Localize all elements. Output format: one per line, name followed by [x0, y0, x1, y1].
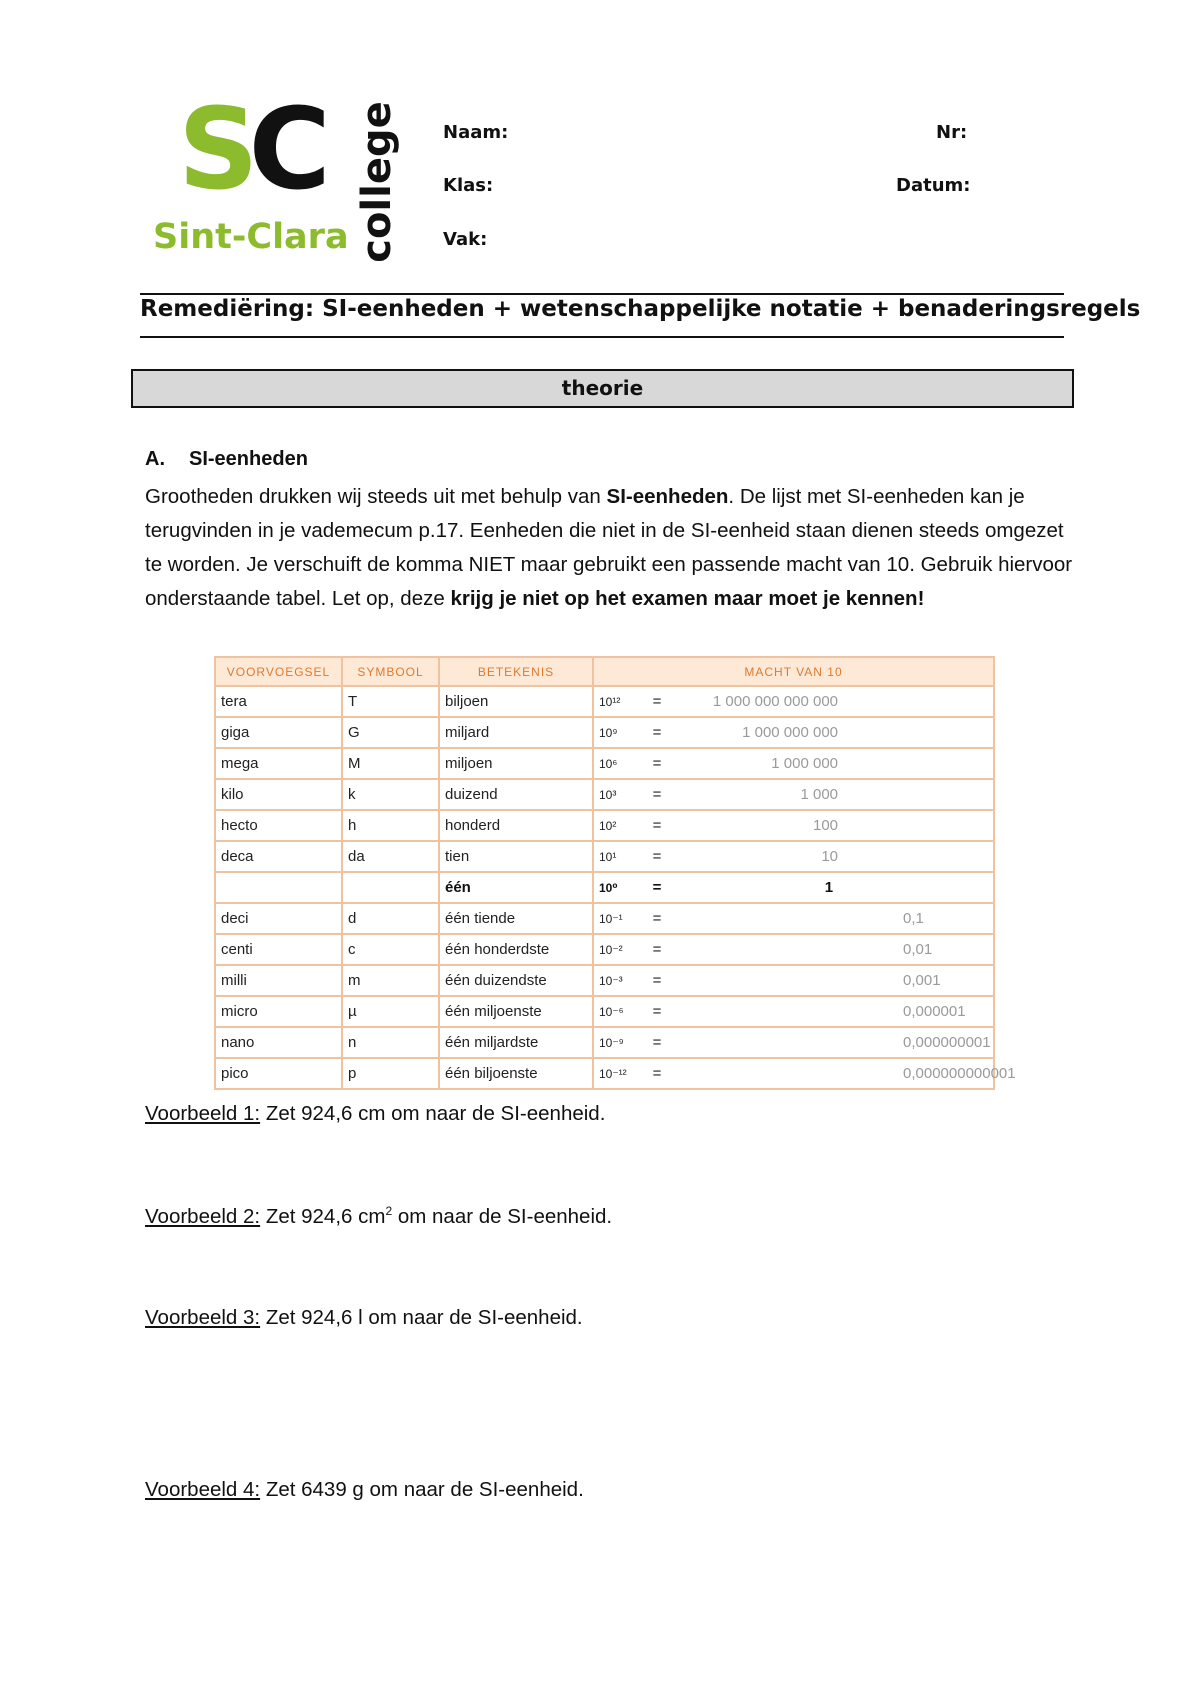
school-logo	[150, 85, 400, 264]
cell-value: 1 000 000 000 000	[671, 686, 994, 717]
logo-monogram: SC	[178, 85, 321, 215]
cell-power: 10⁰	[593, 872, 643, 903]
cell-value: 1 000	[671, 779, 994, 810]
section-banner-theorie: theorie	[131, 369, 1074, 408]
cell-meaning: één honderdste	[439, 934, 593, 965]
cell-meaning: miljoen	[439, 748, 593, 779]
cell-symbol: p	[342, 1058, 439, 1089]
cell-prefix: milli	[215, 965, 342, 996]
table-row	[215, 779, 994, 810]
cell-power: 10⁻⁶	[593, 996, 643, 1027]
example-label: Voorbeeld 3:	[145, 1306, 261, 1329]
cell-meaning: duizend	[439, 779, 593, 810]
table-row-base	[215, 872, 994, 903]
subject-field-label: Vak:	[443, 229, 488, 250]
table-row	[215, 1027, 994, 1058]
cell-symbol	[342, 872, 439, 903]
cell-power: 10⁻²	[593, 934, 643, 965]
table-row	[215, 934, 994, 965]
logo-school-name: Sint-Clara	[153, 217, 349, 257]
header-symbol: SYMBOOL	[342, 657, 439, 686]
header-prefix: VOORVOEGSEL	[215, 657, 342, 686]
example-label: Voorbeeld 1:	[145, 1102, 261, 1125]
cell-power: 10³	[593, 779, 643, 810]
cell-power: 10⁻¹²	[593, 1058, 643, 1089]
example-label: Voorbeeld 2:	[145, 1204, 261, 1228]
table-row	[215, 841, 994, 872]
section-heading	[145, 448, 308, 471]
name-field-label: Naam:	[443, 122, 509, 143]
cell-meaning: één miljoenste	[439, 996, 593, 1027]
bold-si-units: SI-eenheden	[606, 485, 729, 508]
cell-value: 10	[671, 841, 994, 872]
cell-power: 10⁹	[593, 717, 643, 748]
cell-meaning: één	[439, 872, 593, 903]
cell-meaning: biljoen	[439, 686, 593, 717]
cell-value: 0,000001	[671, 996, 994, 1027]
cell-meaning: één biljoenste	[439, 1058, 593, 1089]
table-row	[215, 1058, 994, 1089]
cell-value: 1 000 000 000	[671, 717, 994, 748]
cell-symbol: d	[342, 903, 439, 934]
header-meaning: BETEKENIS	[439, 657, 593, 686]
section-title: SI-eenheden	[189, 448, 308, 470]
cell-value: 1 000 000	[671, 748, 994, 779]
cell-equals: =	[643, 872, 671, 903]
cell-power: 10⁻¹	[593, 903, 643, 934]
cell-equals: =	[643, 903, 671, 934]
cell-power: 10²	[593, 810, 643, 841]
cell-equals: =	[643, 686, 671, 717]
cell-power: 10⁻⁹	[593, 1027, 643, 1058]
cell-meaning: honderd	[439, 810, 593, 841]
header-power: MACHT VAN 10	[593, 657, 994, 686]
cell-prefix: tera	[215, 686, 342, 717]
cell-equals: =	[643, 779, 671, 810]
example-4: Voorbeeld 4: Zet 6439 g om naar de SI-eenheid.	[145, 1478, 584, 1501]
cell-equals: =	[643, 965, 671, 996]
table-header-row	[215, 657, 994, 686]
cell-symbol: G	[342, 717, 439, 748]
cell-symbol: m	[342, 965, 439, 996]
cell-power: 10¹²	[593, 686, 643, 717]
si-prefix-table	[214, 656, 1016, 1090]
cell-value: 0,1	[671, 903, 994, 934]
cell-symbol: da	[342, 841, 439, 872]
cell-equals: =	[643, 748, 671, 779]
cell-equals: =	[643, 1027, 671, 1058]
cell-prefix: giga	[215, 717, 342, 748]
table-row	[215, 996, 994, 1027]
section-letter: A.	[145, 448, 165, 470]
cell-power: 10⁻³	[593, 965, 643, 996]
document-title: Remediëring: SI-eenheden + wetenschappelijke notatie + benaderingsregels	[140, 296, 1141, 322]
cell-symbol: c	[342, 934, 439, 965]
logo-college-text: college	[354, 101, 400, 263]
table-row	[215, 810, 994, 841]
cell-meaning: tien	[439, 841, 593, 872]
cell-symbol: M	[342, 748, 439, 779]
cell-symbol: T	[342, 686, 439, 717]
cell-value: 100	[671, 810, 994, 841]
cell-prefix: nano	[215, 1027, 342, 1058]
class-field-label: Klas:	[443, 175, 494, 196]
table-row	[215, 965, 994, 996]
section-paragraph: Grootheden drukken wij steeds uit met behulp van SI-eenheden. De lijst met SI-eenheden kan je terugvinden in je vademecum p.17. Eenheden die niet in de SI-eenheid staan dienen steeds omgezet te worden. Je verschuift de komma NIET maar gebruikt een passende macht van 10. Gebruik hiervoor onderstaande tabel. Let op, deze krijg je niet op het examen maar moet je kennen!	[145, 485, 1073, 610]
table-row	[215, 748, 994, 779]
cell-prefix: deca	[215, 841, 342, 872]
cell-equals: =	[643, 934, 671, 965]
cell-prefix: mega	[215, 748, 342, 779]
example-3: Voorbeeld 3: Zet 924,6 l om naar de SI-eenheid.	[145, 1306, 583, 1329]
cell-equals: =	[643, 996, 671, 1027]
cell-meaning: één miljardste	[439, 1027, 593, 1058]
cell-power: 10¹	[593, 841, 643, 872]
cell-symbol: k	[342, 779, 439, 810]
cell-meaning: één duizendste	[439, 965, 593, 996]
cell-value: 0,001	[671, 965, 994, 996]
number-field-label: Nr:	[936, 122, 968, 143]
cell-prefix: centi	[215, 934, 342, 965]
cell-prefix: pico	[215, 1058, 342, 1089]
cell-prefix: micro	[215, 996, 342, 1027]
example-2: Voorbeeld 2: Zet 924,6 $cm^2$ om naar de SI-eenheid.	[145, 1204, 613, 1228]
title-rule-bottom	[140, 336, 1064, 338]
bold-exam-note: krijg je niet op het examen maar moet je kennen!	[450, 587, 925, 610]
table-row	[215, 686, 994, 717]
cell-equals: =	[643, 717, 671, 748]
cell-prefix: hecto	[215, 810, 342, 841]
example-1: Voorbeeld 1: Zet 924,6 cm om naar de SI-eenheid.	[145, 1102, 606, 1125]
example-label: Voorbeeld 4:	[145, 1478, 261, 1501]
cell-equals: =	[643, 841, 671, 872]
title-rule-top	[140, 293, 1064, 295]
table-row	[215, 717, 994, 748]
cell-power: 10⁶	[593, 748, 643, 779]
cell-equals: =	[643, 810, 671, 841]
cell-meaning: één tiende	[439, 903, 593, 934]
cell-value: 0,01	[671, 934, 994, 965]
cell-equals: =	[643, 1058, 671, 1089]
cell-meaning: miljard	[439, 717, 593, 748]
cell-value: 0,000000001	[671, 1027, 994, 1058]
cell-symbol: h	[342, 810, 439, 841]
cell-prefix	[215, 872, 342, 903]
cell-prefix: deci	[215, 903, 342, 934]
cell-value: 0,000000000001	[671, 1058, 994, 1089]
cell-value: 1	[671, 872, 994, 903]
cell-symbol: µ	[342, 996, 439, 1027]
cell-prefix: kilo	[215, 779, 342, 810]
table-row	[215, 903, 994, 934]
date-field-label: Datum:	[896, 175, 971, 196]
cell-symbol: n	[342, 1027, 439, 1058]
